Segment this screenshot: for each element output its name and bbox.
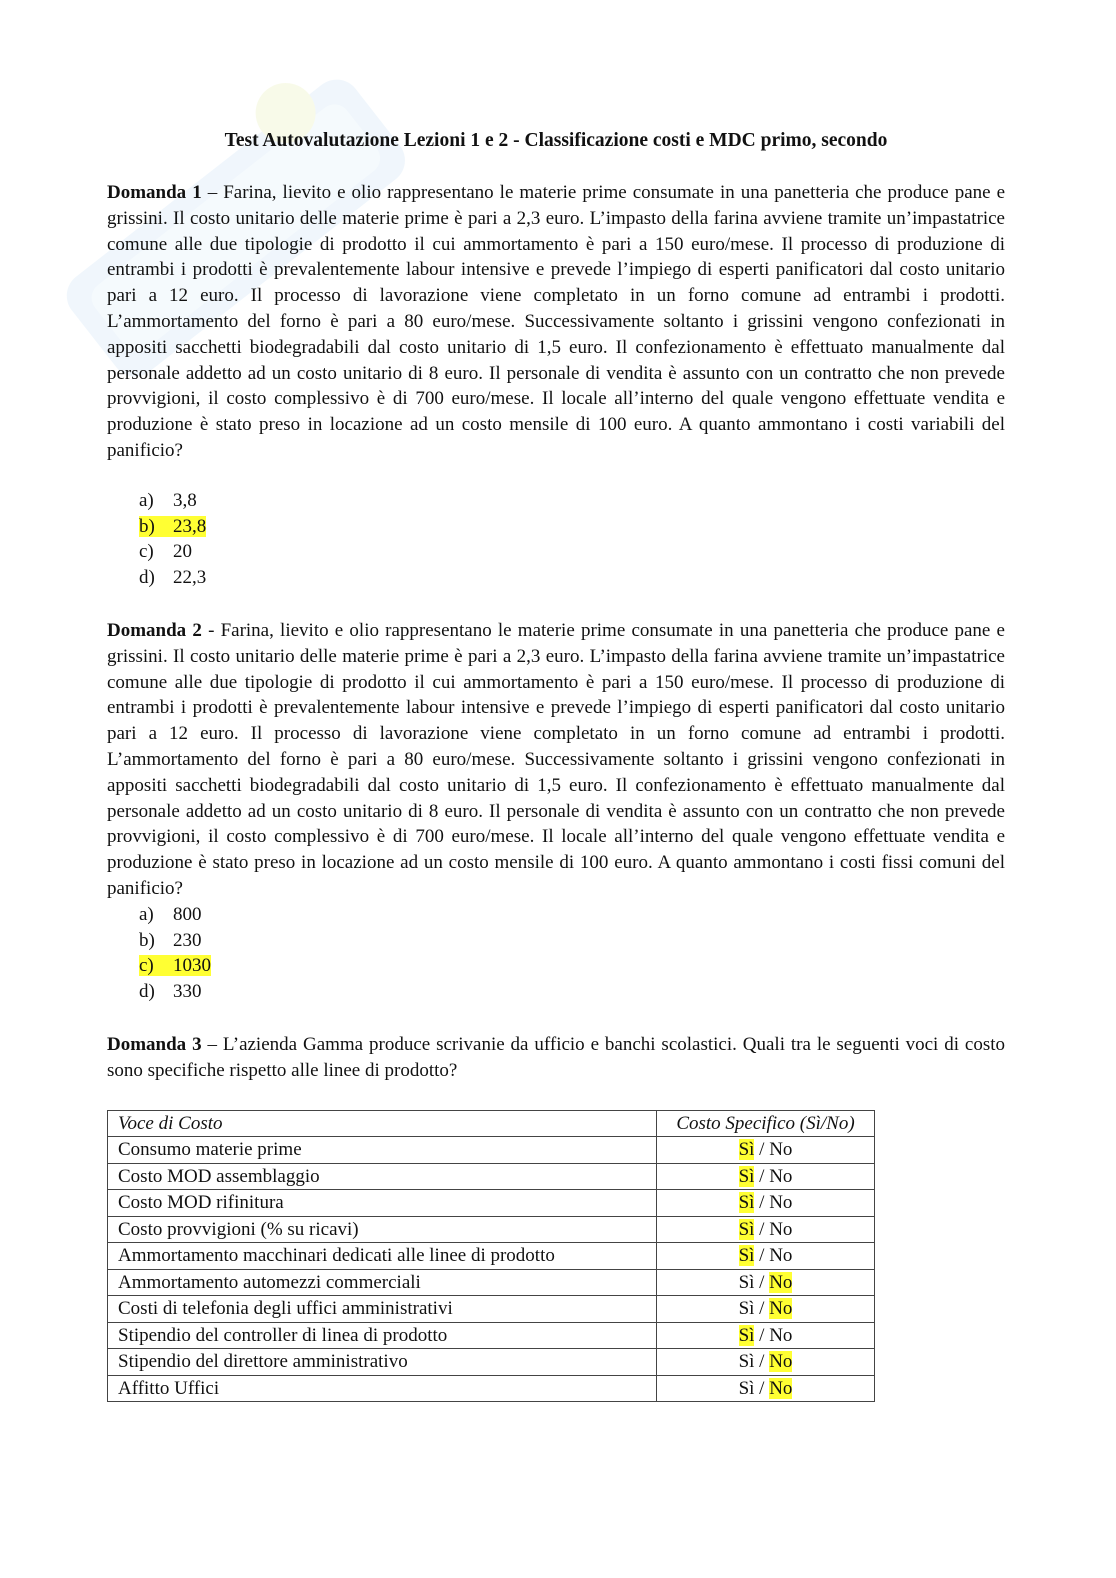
cost-specific-answer: [657, 1137, 875, 1164]
table-row: [108, 1296, 875, 1323]
answer-separator: /: [754, 1165, 770, 1187]
answer-separator: /: [754, 1298, 770, 1320]
answer-separator: /: [754, 1139, 770, 1161]
option-letter: c): [139, 541, 154, 563]
document-title: Test Autovalutazione Lezioni 1 e 2 - Classificazione costi e MDC primo, secondo: [224, 130, 888, 151]
cost-specific-answer: [657, 1243, 875, 1270]
question-1-label: Domanda 1: [107, 182, 202, 203]
option-item: [139, 514, 1005, 540]
option-letter: a): [139, 903, 154, 925]
option-value: 800: [173, 903, 202, 925]
option-item: [139, 539, 1005, 565]
option-letter: b): [139, 929, 155, 951]
answer-no: No: [769, 1298, 793, 1320]
answer-separator: /: [754, 1218, 770, 1240]
answer-no: No: [769, 1324, 793, 1346]
table-row: [108, 1322, 875, 1349]
header-specifico: Costo Specifico (Sì/No): [657, 1110, 875, 1137]
answer-yes: Sì: [738, 1218, 755, 1240]
answer-yes: Sì: [738, 1298, 755, 1320]
option-letter: c): [139, 955, 154, 977]
answer-no: No: [769, 1377, 793, 1399]
correct-answer-highlight: [139, 955, 211, 976]
option-letter: d): [139, 567, 155, 589]
cost-specific-answer: [657, 1322, 875, 1349]
question-1-text: Farina, lievito e olio rappresentano le materie prime consumate in una panetteria che produce pane e grissini. Il costo unitario delle materie prime è pari a 2,3 euro. L’impasto della farina avviene tramite un’impastatrice comune alle due tipologie di prodotto il cui ammortamento è pari a 150 euro/mese. Il processo di produzione di entrambi i prodotti è prevalentemente labour intensive e prevede l’impiego di esperti panificatori dal costo unitario pari a 12 euro. Il processo di lavorazione viene completato in un forno comune ad entrambi i prodotti. L’ammortamento del forno è pari a 80 euro/mese. Successivamente soltanto i grissini vengono confezionati in appositi sacchetti biodegradabili dal costo unitario di 1,5 euro. Il confezionamento è effettuato manualmente dal personale addetto ad un costo unitario di 8 euro. Il personale di vendita è assunto con un contratto che non prevede provvigioni, il costo complessivo è di 700 euro/mese. Il locale all’interno del quale vengono effettuate vendita e produzione è stato preso in locazione ad un costo mensile di 100 euro. A quanto ammontano i costi variabili del panificio?: [107, 182, 1006, 461]
answer-separator: /: [754, 1351, 770, 1373]
answer-yes: Sì: [738, 1377, 755, 1399]
table-header-row: [108, 1110, 875, 1137]
option-value: 330: [173, 981, 202, 1003]
table-row: [108, 1349, 875, 1376]
cost-specific-answer: [657, 1375, 875, 1402]
option-content: [139, 930, 202, 951]
cost-item: Ammortamento macchinari dedicati alle linee di prodotto: [108, 1243, 657, 1270]
table-row: [108, 1163, 875, 1190]
cost-item: Stipendio del controller di linea di prodotto: [108, 1322, 657, 1349]
option-item: [139, 928, 1005, 954]
answer-yes: Sì: [738, 1245, 755, 1267]
option-content: [139, 904, 202, 925]
answer-no: No: [769, 1165, 793, 1187]
option-item: [139, 565, 1005, 591]
option-item: [139, 953, 1005, 979]
question-1-options: [107, 488, 1005, 591]
answer-yes: Sì: [738, 1271, 755, 1293]
cost-specific-answer: [657, 1216, 875, 1243]
cost-specific-answer: [657, 1349, 875, 1376]
answer-yes: Sì: [738, 1351, 755, 1373]
option-value: 20: [173, 541, 192, 563]
correct-answer-highlight: [139, 516, 206, 537]
option-item: [139, 979, 1005, 1005]
question-3-label: Domanda 3: [107, 1033, 202, 1055]
cost-item: Affitto Uffici: [108, 1375, 657, 1402]
cost-item: Costo MOD rifinitura: [108, 1190, 657, 1217]
option-letter: a): [139, 489, 154, 511]
table-row: [108, 1190, 875, 1217]
cost-specific-answer: [657, 1296, 875, 1323]
answer-no: No: [769, 1351, 793, 1373]
table-row: [108, 1216, 875, 1243]
option-value: 3,8: [173, 489, 197, 511]
cost-item: Ammortamento automezzi commerciali: [108, 1269, 657, 1296]
cost-specific-answer: [657, 1269, 875, 1296]
answer-yes: Sì: [738, 1192, 755, 1214]
table-row: [108, 1137, 875, 1164]
option-content: [139, 567, 206, 588]
cost-item: Costo MOD assemblaggio: [108, 1163, 657, 1190]
option-content: [139, 541, 192, 562]
option-value: 22,3: [173, 567, 207, 589]
answer-yes: Sì: [738, 1165, 755, 1187]
document-page: [107, 128, 1005, 1402]
question-2-text: Farina, lievito e olio rappresentano le materie prime consumate in una panetteria che produce pane e grissini. Il costo unitario delle materie prime è pari a 2,3 euro. L’impasto della farina avviene tramite un’impastatrice comune alle due tipologie di prodotto il cui ammortamento è pari a 150 euro/mese. Il processo di produzione di entrambi i prodotti è prevalentemente labour intensive e prevede l’impiego di esperti panificatori dal costo unitario pari a 12 euro. Il processo di lavorazione viene completato in un forno comune ad entrambi i prodotti. L’ammortamento del forno è pari a 80 euro/mese. Successivamente soltanto i grissini vengono confezionati in appositi sacchetti biodegradabili dal costo unitario di 1,5 euro. Il confezionamento è effettuato manualmente dal personale addetto ad un costo unitario di 8 euro. Il personale di vendita è assunto con un contratto che non prevede provvigioni, il costo complessivo è di 700 euro/mese. Il locale all’interno del quale vengono effettuate vendita e produzione è stato preso in locazione ad un costo mensile di 100 euro. A quanto ammontano i costi fissi comuni del panificio?: [107, 619, 1005, 899]
question-2-label: Domanda 2: [107, 619, 202, 641]
cost-item: Stipendio del direttore amministrativo: [108, 1349, 657, 1376]
answer-separator: /: [754, 1245, 770, 1267]
question-2-options: [107, 902, 1005, 1005]
header-voce: Voce di Costo: [108, 1110, 657, 1137]
option-content: [139, 490, 197, 511]
table-row: [108, 1243, 875, 1270]
answer-separator: /: [754, 1377, 770, 1399]
option-item: [139, 902, 1005, 928]
answer-no: No: [769, 1245, 793, 1267]
cost-specific-answer: [657, 1190, 875, 1217]
answer-yes: Sì: [738, 1324, 755, 1346]
answer-separator: /: [754, 1324, 770, 1346]
answer-separator: /: [754, 1192, 770, 1214]
option-value: 1030: [173, 955, 211, 977]
answer-no: No: [769, 1218, 793, 1240]
question-3: Domanda 3 – L’azienda Gamma produce scrivanie da ufficio e banchi scolastici. Quali tra le seguenti voci di costo sono specifiche rispetto alle linee di prodotto?: [107, 1033, 1006, 1081]
question-2: Domanda 2 - Farina, lievito e olio rappresentano le materie prime consumate in una panetteria che produce pane e grissini. Il costo unitario delle materie prime è pari a 2,3 euro. L’impasto della farina avviene tramite un’impastatrice comune alle due tipologie di prodotto il cui ammortamento è pari a 150 euro/mese. Il processo di produzione di entrambi i prodotti è prevalentemente labour intensive e prevede l’impiego di esperti panificatori dal costo unitario pari a 12 euro. Il processo di lavorazione viene completato in un forno comune ad entrambi i prodotti. L’ammortamento del forno è pari a 80 euro/mese. Successivamente soltanto i grissini vengono confezionati in appositi sacchetti biodegradabili dal costo unitario di 1,5 euro. Il confezionamento è effettuato manualmente dal personale addetto ad un costo unitario di 8 euro. Il personale di vendita è assunto con un contratto che non prevede provvigioni, il costo complessivo è di 700 euro/mese. Il locale all’interno del quale vengono effettuate vendita e produzione è stato preso in locazione ad un costo mensile di 100 euro. A quanto ammontano i costi fissi comuni del panificio?: [107, 619, 1005, 899]
cost-item: Costi di telefonia degli uffici amministrativi: [108, 1296, 657, 1323]
cost-table: [107, 1110, 875, 1403]
option-content: [139, 981, 202, 1002]
answer-no: No: [769, 1271, 793, 1293]
table-row: [108, 1375, 875, 1402]
question-1: Domanda 1 – Farina, lievito e olio rappresentano le materie prime consumate in una panetteria che produce pane e grissini. Il costo unitario delle materie prime è pari a 2,3 euro. L’impasto della farina avviene tramite un’impastatrice comune alle due tipologie di prodotto il cui ammortamento è pari a 150 euro/mese. Il processo di produzione di entrambi i prodotti è prevalentemente labour intensive e prevede l’impiego di esperti panificatori dal costo unitario pari a 12 euro. Il processo di lavorazione viene completato in un forno comune ad entrambi i prodotti. L’ammortamento del forno è pari a 80 euro/mese. Successivamente soltanto i grissini vengono confezionati in appositi sacchetti biodegradabili dal costo unitario di 1,5 euro. Il confezionamento è effettuato manualmente dal personale addetto ad un costo unitario di 8 euro. Il personale di vendita è assunto con un contratto che non prevede provvigioni, il costo complessivo è di 700 euro/mese. Il locale all’interno del quale vengono effettuate vendita e produzione è stato preso in locazione ad un costo mensile di 100 euro. A quanto ammontano i costi variabili del panificio?: [107, 182, 1006, 461]
option-letter: b): [139, 515, 155, 537]
cost-item: Consumo materie prime: [108, 1137, 657, 1164]
answer-yes: Sì: [738, 1139, 755, 1161]
answer-no: No: [769, 1192, 793, 1214]
cost-item: Costo provvigioni (% su ricavi): [108, 1216, 657, 1243]
cost-specific-answer: [657, 1163, 875, 1190]
option-value: 230: [173, 929, 202, 951]
option-letter: d): [139, 981, 155, 1003]
answer-separator: /: [754, 1271, 770, 1293]
question-3-text: L’azienda Gamma produce scrivanie da ufficio e banchi scolastici. Quali tra le seguenti voci di costo sono specifiche rispetto alle linee di prodotto?: [107, 1033, 1006, 1081]
table-row: [108, 1269, 875, 1296]
answer-no: No: [769, 1139, 793, 1161]
option-item: [139, 488, 1005, 514]
option-value: 23,8: [173, 515, 207, 537]
